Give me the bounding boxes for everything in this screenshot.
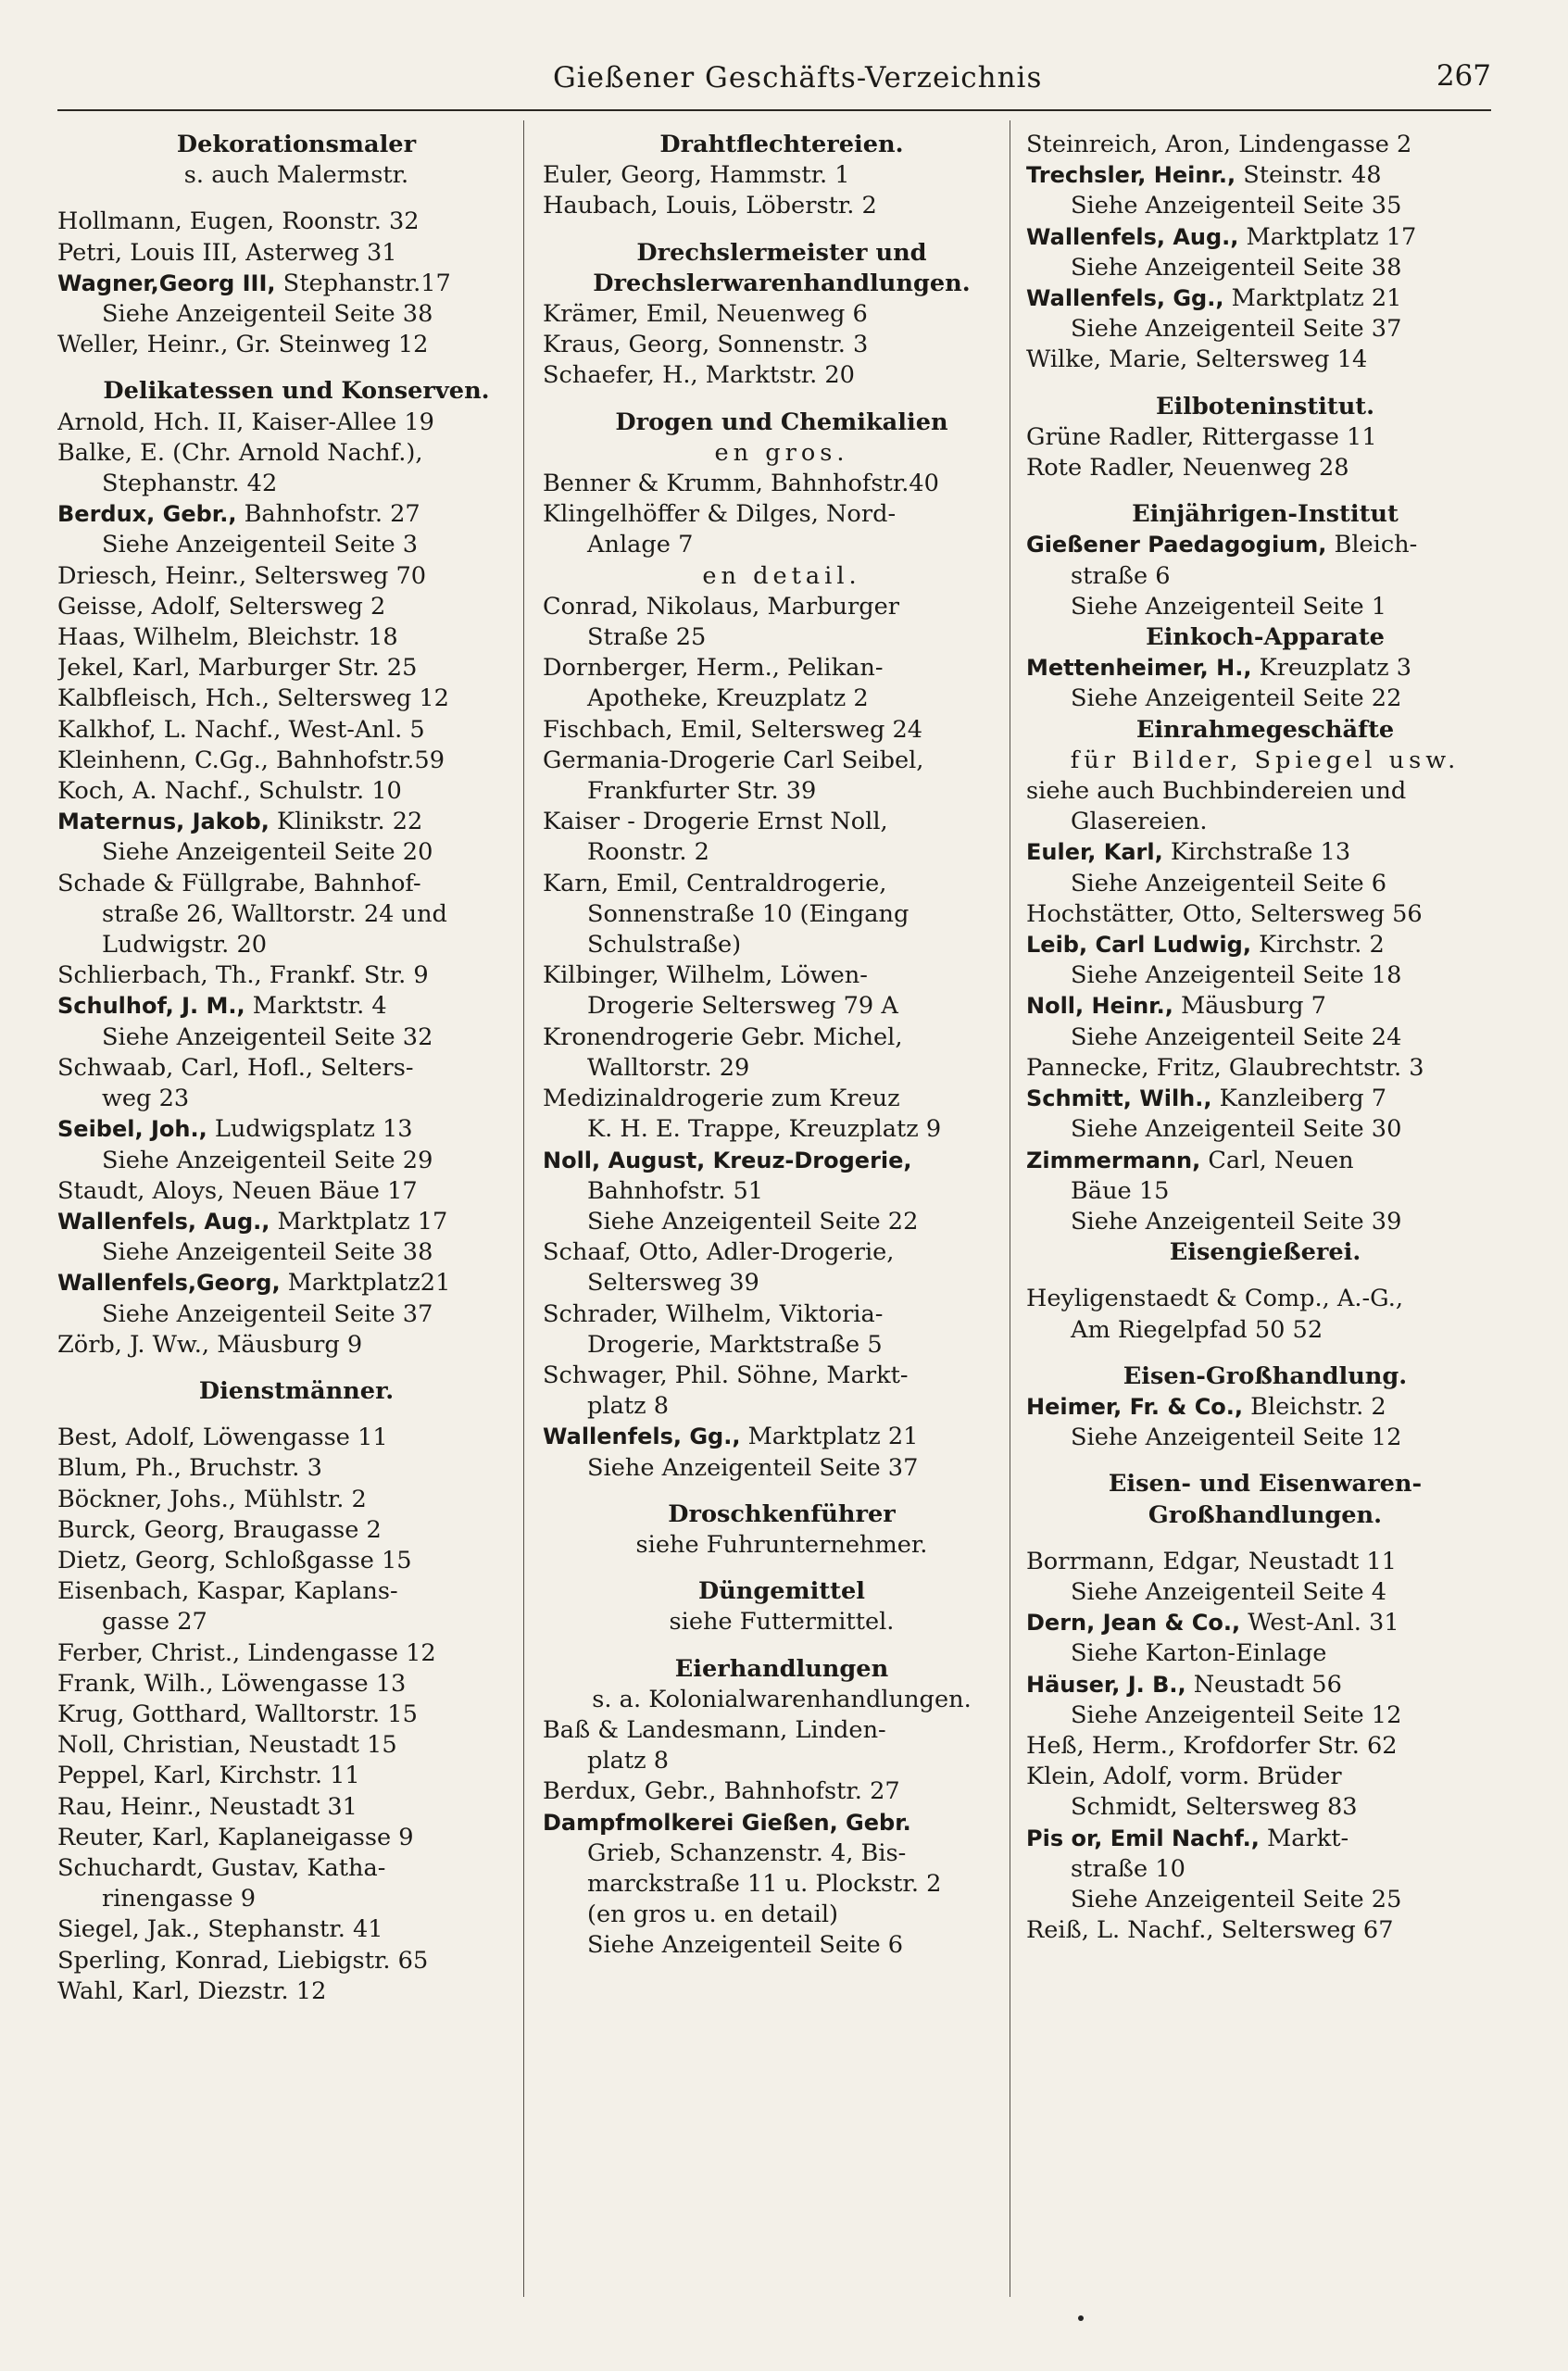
entry-continuation: Siehe Anzeigenteil Seite 37 — [587, 1453, 919, 1482]
running-title: Gießener Geschäfts-Verzeichnis — [553, 61, 1043, 94]
entry-continuation: Anlage 7 — [587, 531, 694, 559]
directory-entry — [1026, 991, 1504, 1022]
entry-continuation: Schmidt, Seltersweg 83 — [1071, 1793, 1358, 1822]
directory-entry: Rau, Heinr., Neustadt 31 — [57, 1792, 358, 1821]
section-heading: Eierhandlungen — [674, 1654, 889, 1683]
directory-entry: Dietz, Georg, Schloßgasse 15 — [57, 1546, 412, 1574]
entry-continuation: Siehe Anzeigenteil Seite 6 — [587, 1931, 904, 1960]
section-heading: Droschkenführer — [668, 1499, 896, 1528]
directory-entry — [1026, 160, 1504, 191]
directory-entry: Rote Radler, Neuenweg 28 — [1026, 454, 1349, 483]
directory-entry — [57, 807, 535, 837]
cross-reference: s. a. Kolonialwarenhandlungen. — [592, 1685, 972, 1713]
entry-text: Steinstr. 48 — [1236, 161, 1382, 190]
directory-entry: Benner & Krumm, Bahnhofstr.40 — [543, 470, 939, 498]
directory-entry — [543, 1146, 1021, 1176]
directory-entry: Schaefer, H., Marktstr. 20 — [543, 361, 855, 390]
section-heading: Delikatessen und Konserven. — [103, 377, 490, 406]
printer-mark — [1078, 2315, 1084, 2321]
directory-entry — [1026, 1392, 1504, 1423]
entry-continuation: straße 6 — [1071, 561, 1171, 590]
entry-name: Wallenfels, Gg., — [543, 1424, 741, 1450]
directory-entry: Pannecke, Fritz, Glaubrechtstr. 3 — [1026, 1053, 1424, 1082]
directory-entry — [1026, 837, 1504, 868]
entry-name: Noll, August, Kreuz-Drogerie, — [543, 1147, 912, 1173]
directory-entry — [1026, 1146, 1504, 1176]
entry-continuation: Ludwigstr. 20 — [102, 931, 268, 960]
directory-entry: Kleinhenn, C.Gg., Bahnhofstr.59 — [57, 746, 445, 774]
page-header — [57, 54, 1491, 111]
entry-text: Kirchstraße 13 — [1162, 838, 1351, 867]
directory-entry — [1026, 930, 1504, 960]
entry-name: Pis or, Emil Nachf., — [1026, 1825, 1260, 1851]
entry-text: West-Anl. 31 — [1240, 1609, 1399, 1637]
directory-entry: Steinreich, Aron, Lindengasse 2 — [1026, 131, 1412, 158]
directory-entry: Zörb, J. Ww., Mäusburg 9 — [57, 1330, 363, 1359]
directory-entry: Krug, Gotthard, Walltorstr. 15 — [57, 1700, 418, 1728]
directory-entry: Wilke, Marie, Seltersweg 14 — [1026, 345, 1368, 374]
entry-text: Kirchstr. 2 — [1250, 931, 1385, 960]
directory-entry: Burck, Georg, Braugasse 2 — [57, 1515, 382, 1544]
entry-name: Schulhof, J. M., — [57, 993, 245, 1020]
directory-entry: Frank, Wilh., Löwengasse 13 — [57, 1669, 407, 1698]
section-heading: Drechslerwarenhandlungen. — [593, 269, 971, 297]
entry-name: Wallenfels, Gg., — [1026, 285, 1224, 312]
directory-entry: Reiß, L. Nachf., Seltersweg 67 — [1026, 1916, 1394, 1945]
directory-entry: Schlierbach, Th., Frankf. Str. 9 — [57, 961, 429, 990]
entry-text: Marktplatz 21 — [740, 1423, 919, 1451]
entry-continuation: Siehe Anzeigenteil Seite 35 — [1071, 192, 1402, 220]
cross-reference: s. auch Malermstr. — [183, 161, 409, 190]
directory-entry: Klein, Adolf, vorm. Brüder — [1026, 1763, 1342, 1791]
directory-entry: Kronendrogerie Gebr. Michel, — [543, 1022, 903, 1051]
entry-continuation: Siehe Anzeigenteil Seite 6 — [1071, 869, 1387, 897]
directory-entry: Kaiser - Drogerie Ernst Noll, — [543, 808, 888, 836]
directory-entry: Krämer, Emil, Neuenweg 6 — [543, 300, 868, 329]
directory-entry — [1026, 283, 1504, 314]
section-heading: Dekorationsmaler — [176, 131, 417, 158]
directory-entry: Schuchardt, Gustav, Katha- — [57, 1853, 386, 1882]
entry-continuation: Frankfurter Str. 39 — [587, 777, 817, 806]
directory-entry: Petri, Louis III, Asterweg 31 — [57, 238, 397, 267]
directory-entry: Schade & Füllgrabe, Bahnhof- — [57, 869, 421, 897]
entry-name: Dampfmolkerei Gießen, Gebr. — [543, 1809, 911, 1836]
entry-text: Bleich- — [1326, 531, 1418, 559]
section-heading: Dienstmänner. — [198, 1376, 395, 1405]
entry-continuation: Siehe Anzeigenteil Seite 1 — [1071, 592, 1387, 621]
section-heading: Drahtflechtereien. — [659, 131, 904, 158]
entry-name: Gießener Paedagogium, — [1026, 532, 1327, 558]
entry-name: Maternus, Jakob, — [57, 809, 270, 835]
entry-text: Bahnhofstr. 27 — [236, 500, 420, 529]
cross-reference: siehe Futtermittel. — [669, 1608, 895, 1637]
entry-continuation: Siehe Anzeigenteil Seite 12 — [1071, 1424, 1402, 1452]
entry-name: Wallenfels,Georg, — [57, 1270, 281, 1297]
directory-entry: Heß, Herm., Krofdorfer Str. 62 — [1026, 1731, 1398, 1760]
directory-entry: Baß & Landesmann, Linden- — [543, 1715, 886, 1744]
entry-continuation: Siehe Anzeigenteil Seite 37 — [102, 1299, 433, 1328]
directory-entry: Jekel, Karl, Marburger Str. 25 — [57, 654, 418, 683]
entry-text: Markt- — [1259, 1824, 1349, 1852]
directory-entry — [1026, 222, 1504, 253]
directory-entry: Sperling, Konrad, Liebigstr. 65 — [57, 1946, 429, 1975]
entry-continuation: straße 26, Walltorstr. 24 und — [102, 899, 447, 928]
entry-continuation: K. H. E. Trappe, Kreuzplatz 9 — [587, 1115, 942, 1144]
directory-entry: Peppel, Karl, Kirchstr. 11 — [57, 1762, 360, 1790]
entry-continuation: Siehe Anzeigenteil Seite 12 — [1071, 1700, 1402, 1729]
entry-continuation: Glasereien. — [1071, 808, 1208, 836]
entry-continuation: Siehe Anzeigenteil Seite 37 — [1071, 315, 1402, 344]
entry-continuation: Grieb, Schanzenstr. 4, Bis- — [587, 1838, 907, 1867]
section-heading: Einkoch-Apparate — [1146, 623, 1385, 652]
directory-entry: Arnold, Hch. II, Kaiser-Allee 19 — [57, 408, 434, 436]
entry-text: Neustadt 56 — [1185, 1670, 1342, 1699]
directory-entry — [1026, 1084, 1504, 1114]
entry-text: Klinikstr. 22 — [269, 808, 423, 836]
directory-entry: Conrad, Nikolaus, Marburger — [543, 592, 900, 621]
directory-entry: Kraus, Georg, Sonnenstr. 3 — [543, 331, 869, 359]
directory-entry: Kalbfleisch, Hch., Seltersweg 12 — [57, 684, 449, 713]
entry-text: Marktplatz 21 — [1223, 284, 1402, 313]
entry-name: Seibel, Joh., — [57, 1116, 207, 1143]
entry-continuation: Siehe Anzeigenteil Seite 32 — [102, 1022, 433, 1051]
page-number: 267 — [1436, 59, 1491, 93]
entry-continuation: Siehe Anzeigenteil Seite 24 — [1071, 1022, 1402, 1051]
entry-continuation: Straße 25 — [587, 623, 707, 652]
entry-continuation: platz 8 — [587, 1392, 670, 1421]
entry-name: Heimer, Fr. & Co., — [1026, 1393, 1244, 1420]
entry-text: Stephanstr.17 — [275, 269, 451, 297]
entry-continuation: Siehe Anzeigenteil Seite 38 — [1071, 253, 1402, 282]
column-1 — [57, 130, 535, 2007]
entry-text: Bleichstr. 2 — [1243, 1392, 1386, 1421]
section-heading: Eisengießerei. — [1169, 1238, 1361, 1267]
section-heading: Eisen-Großhandlung. — [1123, 1361, 1408, 1390]
directory-entry — [57, 1268, 535, 1298]
entry-continuation: Siehe Anzeigenteil Seite 25 — [1071, 1885, 1402, 1913]
section-heading: Eisen- und Eisenwaren- — [1108, 1470, 1423, 1499]
directory-entry: Schrader, Wilhelm, Viktoria- — [543, 1299, 884, 1328]
entry-continuation: Bahnhofstr. 51 — [587, 1176, 764, 1205]
entry-continuation: Siehe Anzeigenteil Seite 29 — [102, 1146, 433, 1174]
entry-continuation: Schulstraße) — [587, 931, 742, 960]
entry-name: Wagner,Georg III, — [57, 270, 276, 296]
entry-name: Noll, Heinr., — [1026, 993, 1173, 1020]
entry-name: Wallenfels, Aug., — [1026, 223, 1239, 250]
directory-entry — [1026, 1608, 1504, 1638]
section-heading: Großhandlungen. — [1148, 1500, 1383, 1529]
directory-entry: Driesch, Heinr., Seltersweg 70 — [57, 561, 427, 590]
directory-entry: Best, Adolf, Löwengasse 11 — [57, 1424, 388, 1452]
entry-continuation: Siehe Anzeigenteil Seite 22 — [587, 1207, 919, 1236]
directory-entry: Koch, A. Nachf., Schulstr. 10 — [57, 777, 402, 806]
entry-text: Carl, Neuen — [1200, 1146, 1354, 1174]
column-2 — [543, 130, 1021, 1962]
subsection-label: en gros. — [714, 438, 849, 467]
entry-text: Ludwigsplatz 13 — [207, 1115, 413, 1144]
entry-continuation: Drogerie, Marktstraße 5 — [587, 1330, 883, 1359]
directory-entry: Noll, Christian, Neustadt 15 — [57, 1731, 397, 1760]
directory-entry: Staudt, Aloys, Neuen Bäue 17 — [57, 1176, 418, 1205]
directory-entry: Berdux, Gebr., Bahnhofstr. 27 — [543, 1777, 900, 1806]
directory-entry: Eisenbach, Kaspar, Kaplans- — [57, 1577, 398, 1606]
directory-entry: Fischbach, Emil, Seltersweg 24 — [543, 715, 923, 744]
entry-continuation: Apotheke, Kreuzplatz 2 — [587, 684, 869, 713]
directory-entry: Medizinaldrogerie zum Kreuz — [543, 1085, 900, 1113]
entry-continuation: Bäue 15 — [1071, 1176, 1170, 1205]
entry-continuation: Walltorstr. 29 — [587, 1053, 750, 1082]
entry-name: Schmitt, Wilh., — [1026, 1085, 1212, 1112]
entry-text: Marktplatz 17 — [270, 1207, 448, 1236]
directory-entry: Borrmann, Edgar, Neustadt 11 — [1026, 1547, 1397, 1575]
directory-entry — [1026, 653, 1504, 684]
directory-entry: Klingelhöffer & Dilges, Nord- — [543, 500, 897, 529]
entry-name: Euler, Karl, — [1026, 839, 1163, 866]
directory-entry: Hollmann, Eugen, Roonstr. 32 — [57, 207, 420, 236]
entry-name: Wallenfels, Aug., — [57, 1208, 270, 1235]
directory-entry: Haas, Wilhelm, Bleichstr. 18 — [57, 623, 398, 652]
directory-entry: Heyligenstaedt & Comp., A.-G., — [1026, 1285, 1403, 1313]
directory-entry: Karn, Emil, Centraldrogerie, — [543, 869, 887, 897]
directory-entry: Grüne Radler, Rittergasse 11 — [1026, 422, 1377, 451]
directory-entry: Schwaab, Carl, Hofl., Selters- — [57, 1053, 414, 1082]
entry-continuation: Siehe Karton-Einlage — [1071, 1639, 1327, 1668]
subsection-label: en detail. — [702, 561, 861, 590]
directory-entry: Geisse, Adolf, Seltersweg 2 — [57, 592, 386, 621]
directory-entry: Hochstätter, Otto, Seltersweg 56 — [1026, 899, 1423, 928]
cross-reference: siehe Fuhrunternehmer. — [635, 1530, 928, 1559]
column-3 — [1026, 130, 1504, 1946]
directory-entry — [57, 1114, 535, 1145]
directory-entry: Schwager, Phil. Söhne, Markt- — [543, 1361, 909, 1389]
directory-entry: Ferber, Christ., Lindengasse 12 — [57, 1638, 436, 1667]
entry-continuation: weg 23 — [102, 1085, 190, 1113]
directory-entry: Böckner, Johs., Mühlstr. 2 — [57, 1485, 367, 1513]
directory-entry: Euler, Georg, Hammstr. 1 — [543, 161, 850, 190]
entry-continuation: Sonnenstraße 10 (Eingang — [587, 899, 909, 928]
entry-text: Marktplatz 17 — [1238, 222, 1417, 251]
entry-continuation: Seltersweg 39 — [587, 1269, 759, 1298]
entry-text: Marktstr. 4 — [245, 992, 387, 1021]
section-heading: Drogen und Chemikalien — [615, 408, 948, 436]
section-heading: Eilboteninstitut. — [1155, 392, 1375, 420]
directory-entry: Weller, Heinr., Gr. Steinweg 12 — [57, 331, 429, 359]
subsection-label: für Bilder, Spiegel usw. — [1070, 746, 1461, 774]
entry-text: Kanzleiberg 7 — [1211, 1085, 1387, 1113]
entry-name: Trechsler, Heinr., — [1026, 162, 1236, 189]
entry-continuation: Siehe Anzeigenteil Seite 4 — [1071, 1577, 1387, 1606]
directory-entry: Schaaf, Otto, Adler-Drogerie, — [543, 1238, 895, 1267]
directory-entry — [1026, 1670, 1504, 1700]
directory-entry — [57, 499, 535, 530]
entry-name: Dern, Jean & Co., — [1026, 1610, 1241, 1637]
directory-entry: Balke, E. (Chr. Arnold Nachf.), — [57, 438, 423, 467]
directory-entry — [543, 1808, 1021, 1838]
entry-continuation: (en gros u. en detail) — [587, 1901, 838, 1929]
entry-continuation: Am Riegelpfad 50 52 — [1071, 1315, 1323, 1344]
directory-entry — [57, 1207, 535, 1237]
entry-continuation: platz 8 — [587, 1747, 670, 1775]
entry-continuation: marckstraße 11 u. Plockstr. 2 — [587, 1869, 942, 1898]
entry-continuation: Siehe Anzeigenteil Seite 18 — [1071, 961, 1402, 990]
section-heading: Einrahmegeschäfte — [1135, 715, 1395, 744]
directory-entry: Reuter, Karl, Kaplaneigasse 9 — [57, 1823, 414, 1851]
entry-continuation: Drogerie Seltersweg 79 A — [587, 992, 898, 1021]
directory-entry — [1026, 530, 1504, 560]
entry-name: Häuser, J. B., — [1026, 1671, 1186, 1698]
entry-continuation: rinengasse 9 — [102, 1885, 257, 1913]
entry-text: Kreuzplatz 3 — [1251, 654, 1412, 683]
directory-entry: Siegel, Jak., Stephanstr. 41 — [57, 1915, 383, 1944]
entry-continuation: Roonstr. 2 — [587, 838, 709, 867]
section-heading: Düngemittel — [697, 1577, 866, 1606]
directory-entry: Blum, Ph., Bruchstr. 3 — [57, 1454, 322, 1483]
entry-name: Mettenheimer, H., — [1026, 655, 1252, 682]
entry-continuation: Siehe Anzeigenteil Seite 39 — [1071, 1207, 1402, 1236]
entry-text: Marktplatz21 — [280, 1269, 451, 1298]
entry-text: Mäusburg 7 — [1173, 992, 1326, 1021]
directory-entry: siehe auch Buchbindereien und — [1026, 777, 1407, 806]
directory-entry — [57, 269, 535, 299]
section-heading: Drechslermeister und — [636, 238, 927, 267]
entry-name: Leib, Carl Ludwig, — [1026, 932, 1251, 959]
directory-entry: Kilbinger, Wilhelm, Löwen- — [543, 961, 868, 990]
entry-continuation: Stephanstr. 42 — [102, 470, 278, 498]
entry-continuation: Siehe Anzeigenteil Seite 38 — [102, 1238, 433, 1267]
entry-continuation: Siehe Anzeigenteil Seite 22 — [1071, 684, 1402, 713]
entry-continuation: Siehe Anzeigenteil Seite 20 — [102, 838, 433, 867]
section-heading: Einjährigen-Institut — [1132, 500, 1399, 529]
directory-entry: Haubach, Louis, Löberstr. 2 — [543, 192, 877, 220]
entry-name: Zimmermann, — [1026, 1147, 1201, 1173]
entry-continuation: gasse 27 — [102, 1608, 207, 1637]
directory-entry: Germania-Drogerie Carl Seibel, — [543, 746, 924, 774]
entry-continuation: Siehe Anzeigenteil Seite 30 — [1071, 1115, 1402, 1144]
entry-continuation: straße 10 — [1071, 1854, 1185, 1883]
directory-entry: Kalkhof, L. Nachf., West-Anl. 5 — [57, 715, 425, 744]
directory-entry — [543, 1422, 1021, 1452]
directory-entry — [57, 991, 535, 1022]
directory-entry: Wahl, Karl, Diezstr. 12 — [57, 1976, 327, 2005]
entry-continuation: Siehe Anzeigenteil Seite 38 — [102, 300, 433, 329]
entry-name: Berdux, Gebr., — [57, 501, 237, 528]
directory-entry: Dornberger, Herm., Pelikan- — [543, 654, 884, 683]
directory-entry — [1026, 1824, 1504, 1854]
entry-continuation: Siehe Anzeigenteil Seite 3 — [102, 531, 419, 559]
